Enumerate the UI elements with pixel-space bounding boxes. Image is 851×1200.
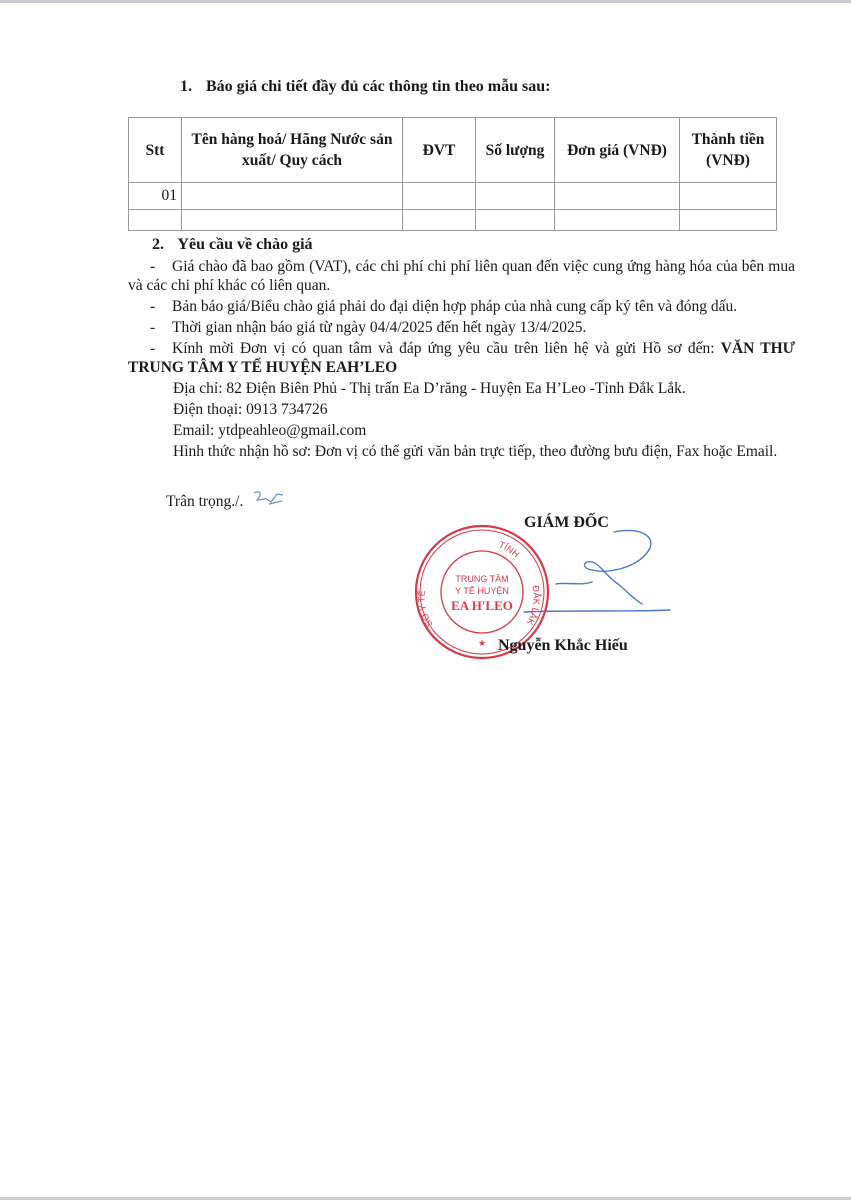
- contact-email: Email: ytdpeahleo@gmail.com: [173, 422, 367, 439]
- closing-text: Trân trọng./.: [166, 493, 244, 510]
- quote-table: [128, 117, 777, 231]
- table-row: [129, 210, 777, 231]
- cell-quantity: [476, 183, 555, 210]
- cell-unit-price: [555, 210, 680, 231]
- section-1-heading: [180, 78, 550, 96]
- header-unit-price: Đơn giá (VNĐ): [555, 118, 680, 183]
- section-2-heading: [152, 236, 313, 254]
- cell-total: [680, 210, 777, 231]
- seal-line-3: EA H'LEO: [451, 598, 513, 613]
- submission-method: Hình thức nhận hồ sơ: Đơn vị có thể gửi văn bản trực tiếp, theo đường bưu điện, Fax hoặc Email.: [173, 443, 778, 460]
- contact-phone: Điện thoại: 0913 734726: [173, 401, 328, 418]
- section-2-title: Yêu cầu về chào giá: [177, 236, 313, 253]
- cell-quantity: [476, 210, 555, 231]
- cell-unit-price: [555, 183, 680, 210]
- header-unit: ĐVT: [403, 118, 476, 183]
- bullet-dash: -: [150, 258, 156, 275]
- header-total: Thành tiền (VNĐ): [680, 118, 777, 183]
- header-quantity: Số lượng: [476, 118, 555, 183]
- requirement-vat: Giá chào đã bao gồm (VAT), các chi phí chi phí liên quan đến việc cung ứng hàng hóa của bên mua và các chi phí khác có liên quan.: [128, 258, 795, 294]
- seal-outer-left: SỞ Y TẾ: [416, 589, 435, 629]
- requirement-item: [128, 257, 795, 295]
- cell-stt: [129, 210, 182, 231]
- requirements-body: [128, 257, 795, 463]
- section-1-title: Báo giá chi tiết đầy đủ các thông tin theo mẫu sau:: [206, 78, 551, 95]
- seal-outer-right: ĐẮK LẮK: [524, 584, 542, 627]
- signer-name: Nguyễn Khắc Hiếu: [498, 637, 628, 654]
- header-item: Tên hàng hoá/ Hãng Nước sản xuất/ Quy cách: [182, 118, 403, 183]
- requirement-item: [128, 339, 795, 377]
- section-1-number: 1.: [180, 78, 192, 95]
- scan-top-edge: [0, 0, 851, 3]
- seal-line-1: TRUNG TÂM: [455, 574, 509, 584]
- seal-outer-top: TỈNH: [497, 539, 522, 560]
- table-row: [129, 183, 777, 210]
- invite-text: Kính mời Đơn vị có quan tâm và đáp ứng yêu cầu trên liên hệ và gửi Hồ sơ đến:: [172, 340, 715, 357]
- requirement-deadline: Thời gian nhận báo giá từ ngày 04/4/2025 đến hết ngày 13/4/2025.: [172, 319, 587, 336]
- requirement-signature: Bản báo giá/Biểu chào giá phải do đại diện hợp pháp của nhà cung cấp ký tên và đóng dấu.: [172, 298, 738, 315]
- requirement-item: [128, 318, 795, 337]
- submission-paragraph: [128, 442, 795, 461]
- cell-item: [182, 183, 403, 210]
- cell-total: [680, 183, 777, 210]
- seal-star-icon: ★: [477, 639, 487, 649]
- requirement-item: [128, 297, 795, 316]
- table-header-row: [129, 118, 777, 183]
- signature-title: GIÁM ĐỐC: [524, 514, 609, 531]
- cell-unit: [403, 183, 476, 210]
- invite-target: VĂN THƯ TRUNG TÂM Y TẾ HUYỆN EAH’LEO: [128, 340, 795, 376]
- cell-stt: 01: [129, 183, 182, 210]
- header-stt: Stt: [129, 118, 182, 183]
- closing-line: [166, 490, 285, 511]
- bullet-dash: -: [150, 319, 156, 336]
- cell-item: [182, 210, 403, 231]
- seal-line-2: Y TẾ HUYỆN: [455, 586, 509, 596]
- bullet-dash: -: [150, 298, 156, 315]
- handwritten-signature: [522, 524, 672, 620]
- contact-address: Địa chỉ: 82 Điện Biên Phủ - Thị trấn Ea D’răng - Huyện Ea H’Leo -Tỉnh Đắk Lắk.: [173, 380, 686, 397]
- bullet-dash: -: [150, 340, 156, 357]
- cell-unit: [403, 210, 476, 231]
- section-2-number: 2.: [152, 236, 164, 253]
- initials-mark-icon: [251, 490, 285, 506]
